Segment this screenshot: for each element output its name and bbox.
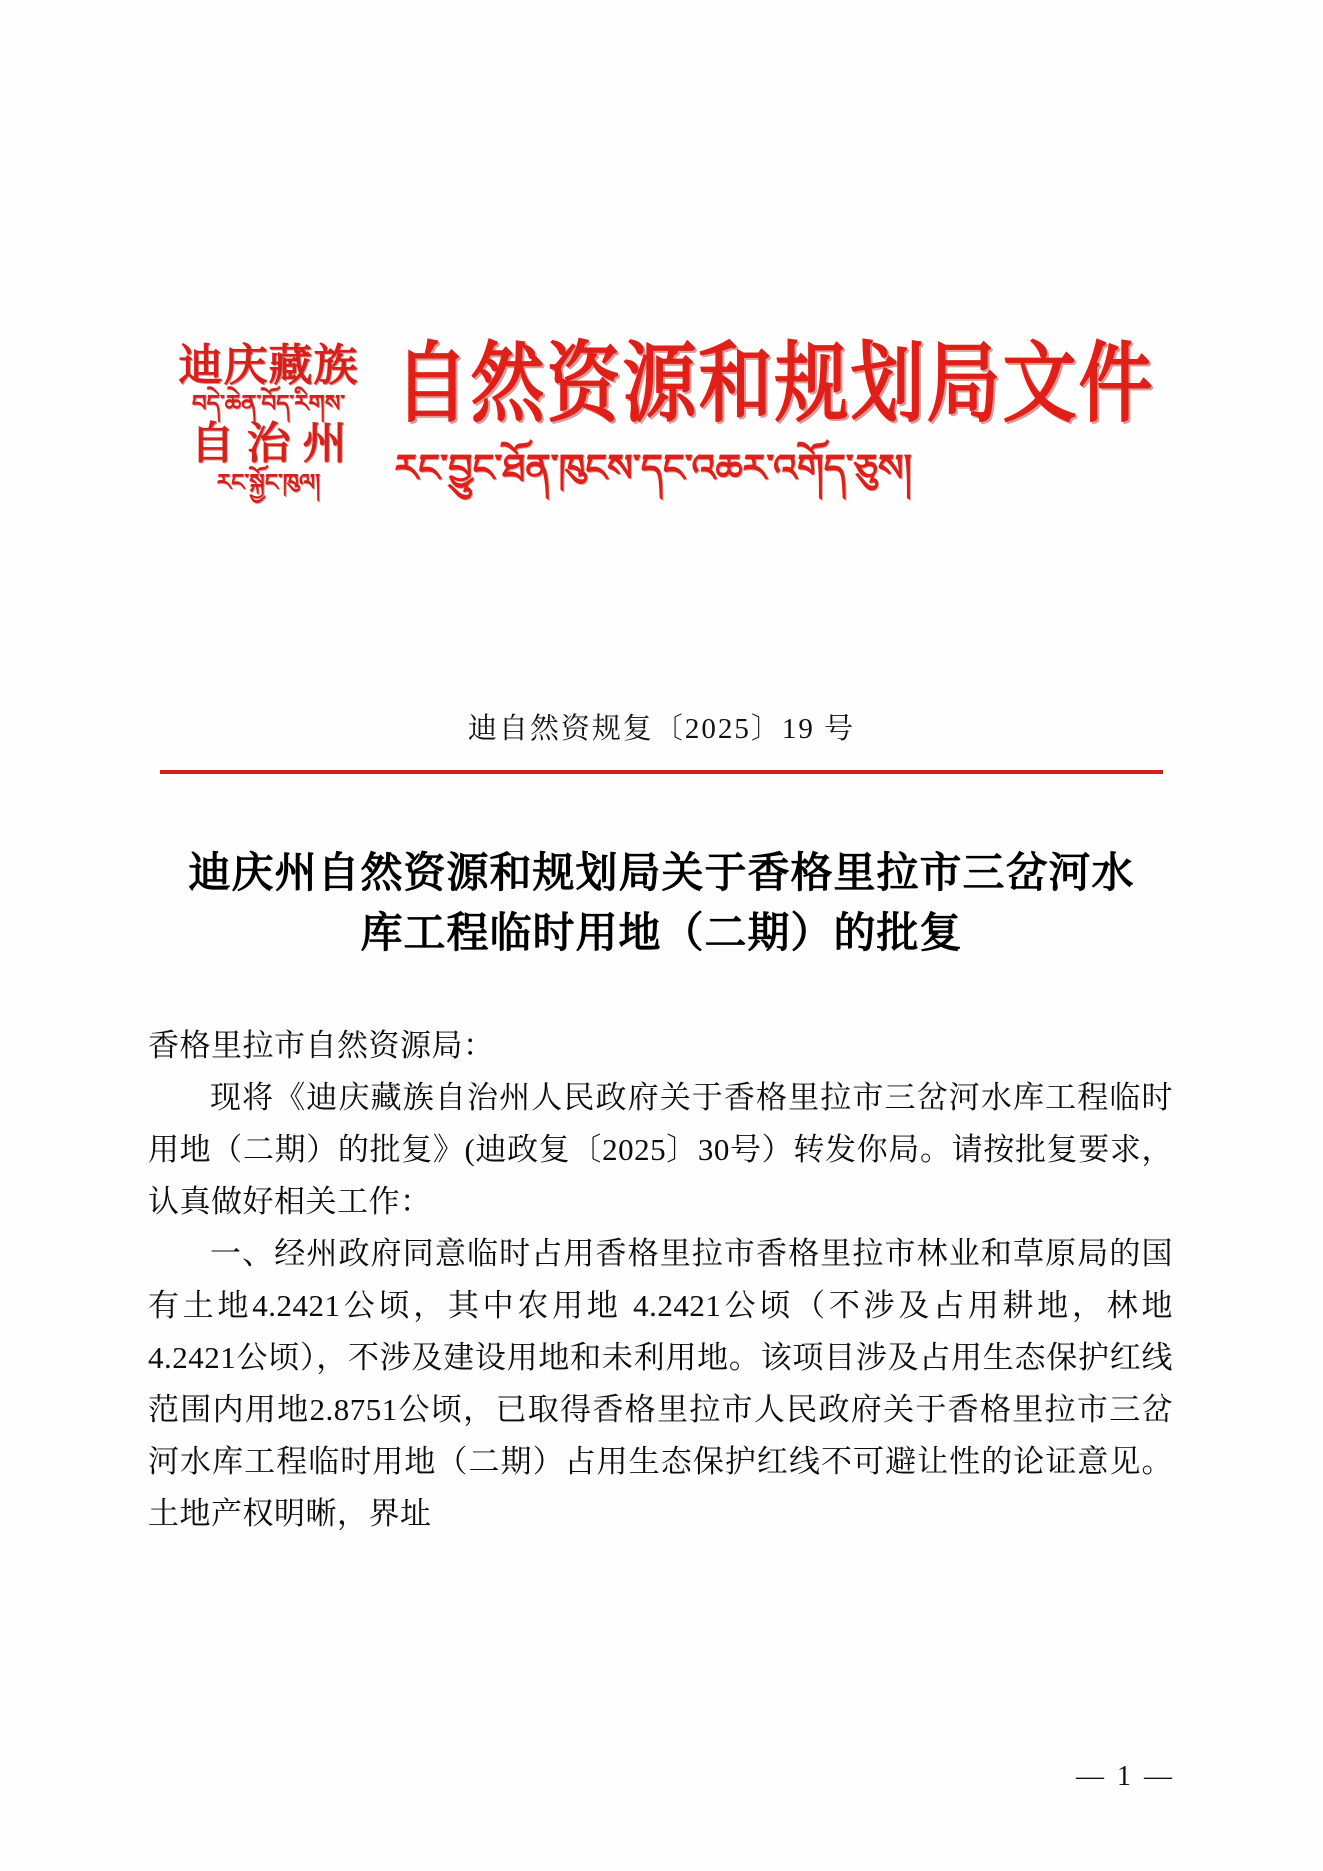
document-masthead (0, 285, 1323, 555)
document-number: 迪自然资规复〔2025〕19 号 (467, 713, 856, 745)
org-title-tibetan: རང་བྱུང་ཐོན་ཁུངས་དང་འཆར་འགོད་ཅུས། (394, 446, 912, 491)
red-separator-rule (160, 770, 1163, 774)
emblem-line2-tibetan: རང་སྐྱོང་ཁུལ། (216, 469, 321, 496)
body-paragraph-1: 现将《迪庆藏族自治州人民政府关于香格里拉市三岔河水库工程临时用地（二期）的批复》(迪政复〔2025〕30号）转发你局。请按批复要求，认真做好相关工作： (148, 1080, 1173, 1219)
page-title: 迪庆州自然资源和规划局关于香格里拉市三岔河水库工程临时用地（二期）的批复 (188, 851, 1135, 957)
emblem-line1-chinese: 迪庆藏族 (178, 340, 359, 390)
body-paragraph-2: 一、经州政府同意临时占用香格里拉市香格里拉市林业和草原局的国有土地4.2421公顷，其中农用地 4.2421公顷（不涉及占用耕地，林地4.2421公顷），不涉及建设用地和未利用地。该项目涉及占用生态保护红线范围内用地2.8751公顷，已取得香格里拉市人民政府关于香格里拉市三岔河水库工程临时用地（二期）占用生态保护红线不可避让性的论证意见。土地产权明晰，界址 (148, 1236, 1173, 1531)
issuing-authority-emblem (169, 340, 369, 498)
org-title-chinese: 自然资源和规划局文件 (394, 336, 1155, 434)
emblem-line1-tibetan: བདེ་ཆེན་བོད་རིགས་ (191, 391, 346, 418)
emblem-line2-chinese: 自治州 (190, 419, 359, 468)
page-number: — 1 — (1076, 1761, 1175, 1792)
masthead-org-title (394, 336, 1155, 492)
document-body (148, 1020, 1173, 1540)
salutation-line: 香格里拉市自然资源局： (148, 1028, 495, 1063)
